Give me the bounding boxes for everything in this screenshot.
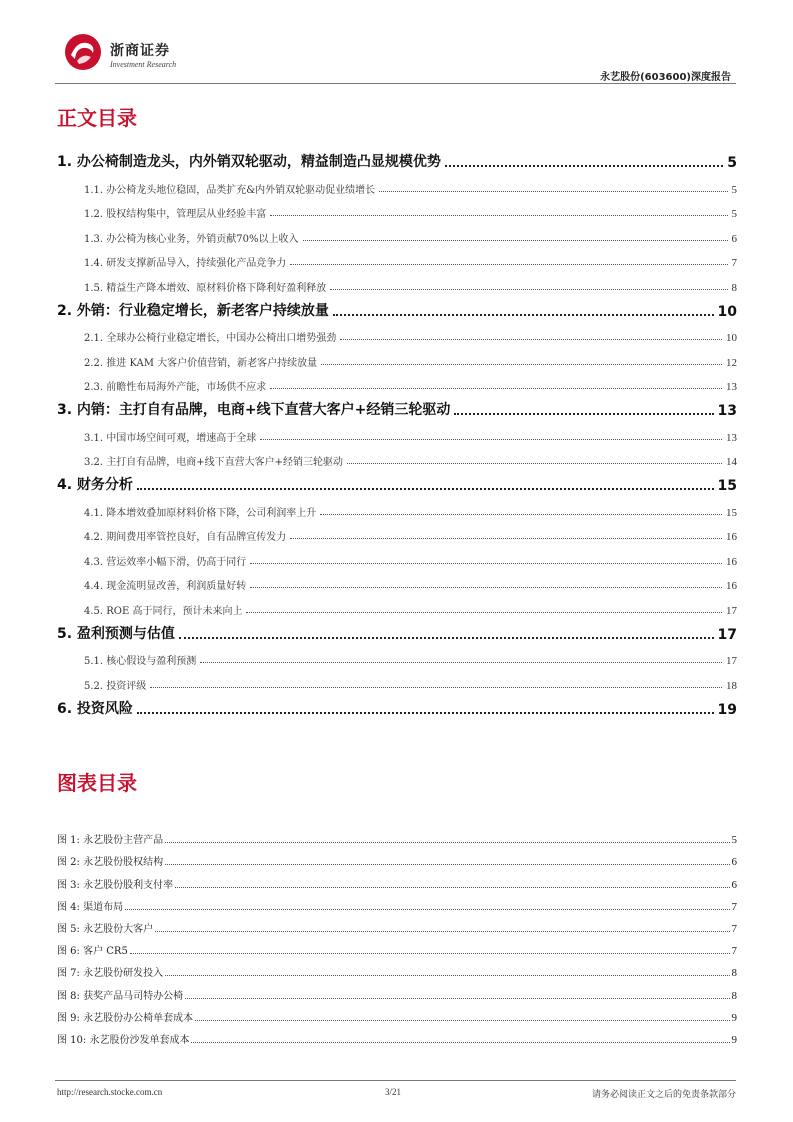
- toc-chapter-entry[interactable]: [57, 393, 737, 419]
- figure-list: [57, 824, 737, 1046]
- figure-list-entry[interactable]: [57, 935, 737, 957]
- figure-entry-label: 图 7: 永艺股份研发投入: [57, 968, 164, 980]
- dot-leader: [165, 864, 729, 865]
- figure-list-entry[interactable]: [57, 868, 737, 890]
- toc-section-entry[interactable]: [57, 667, 737, 692]
- dot-leader: [333, 313, 714, 316]
- zheshang-logo: [63, 33, 103, 71]
- toc-entry-label: 1.5. 精益生产降本增效、原材料价格下降利好盈利释放: [84, 279, 328, 294]
- toc-section-entry[interactable]: [57, 543, 737, 568]
- toc-entry-label: 2.2. 推进 KAM 大客户价值营销，新老客户持续放量: [84, 354, 319, 369]
- toc-entry-label: 1. 办公椅制造龙头，内外销双轮驱动，精益制造凸显规模优势: [57, 151, 443, 171]
- toc-entry-label: 1.1. 办公椅龙头地位稳固，品类扩充&内外销双轮驱动促业绩增长: [84, 181, 377, 196]
- toc-entry-page: 17: [717, 626, 737, 643]
- brand-english-name: Investment Research: [110, 60, 177, 69]
- dot-leader: [379, 190, 727, 192]
- toc-entry-page: 8: [731, 281, 737, 294]
- figure-entry-label: 图 1: 永艺股份主营产品: [57, 835, 164, 847]
- figure-list-entry[interactable]: [57, 913, 737, 935]
- dot-leader: [179, 636, 714, 639]
- toc-entry-page: 7: [731, 257, 737, 269]
- toc-entry-page: 10: [717, 303, 737, 320]
- dot-leader: [130, 953, 730, 954]
- toc-section-entry[interactable]: [57, 494, 737, 519]
- dot-leader: [270, 214, 727, 216]
- toc-section-entry[interactable]: [57, 320, 737, 345]
- toc-entry-label: 4.4. 现金流明显改善，利润质量好转: [84, 577, 248, 592]
- figure-entry-label: 图 10: 永艺股份沙发单套成本: [57, 1034, 190, 1046]
- toc-section-entry[interactable]: [57, 419, 737, 444]
- toc-entry-page: 5: [731, 183, 737, 196]
- toc-entry-label: 1.4. 研发支撑新品导入，持续强化产品竞争力: [84, 254, 288, 269]
- dot-leader: [137, 487, 714, 490]
- dot-leader: [330, 288, 727, 290]
- brand-name: 浙商证券: [110, 43, 170, 59]
- toc-chapter-entry[interactable]: [57, 145, 737, 171]
- toc-section-entry[interactable]: [57, 519, 737, 544]
- toc-section-entry[interactable]: [57, 220, 737, 245]
- footer-disclaimer: 请务必阅读正文之后的免责条款部分: [591, 1090, 736, 1100]
- toc-entry-page: 5: [727, 155, 737, 171]
- figure-entry-label: 图 8: 获奖产品马司特办公椅: [57, 990, 184, 1002]
- dot-leader: [250, 562, 722, 564]
- toc-entry-page: 10: [726, 332, 737, 344]
- toc-entry-page: 16: [726, 555, 737, 568]
- figure-list-entry[interactable]: [57, 1024, 737, 1046]
- toc-entry-page: 13: [726, 381, 737, 393]
- toc-chapter-entry[interactable]: [57, 617, 737, 643]
- toc-entry-label: 3. 内销：主打自有品牌，电商+线下直营大客户+经销三轮驱动: [57, 399, 452, 419]
- dot-leader: [290, 263, 727, 265]
- dot-leader: [303, 239, 728, 241]
- toc-entry-label: 4.1. 降本增效叠加原材料价格下降，公司利润率上升: [84, 504, 318, 519]
- toc-chapter-entry[interactable]: [57, 692, 737, 718]
- toc-section-entry[interactable]: [57, 444, 737, 469]
- toc-entry-page: 13: [717, 403, 737, 419]
- toc-entry-label: 2.3. 前瞻性布局海外产能，市场供不应求: [84, 378, 268, 393]
- dot-leader: [445, 164, 723, 167]
- toc-entry-page: 15: [717, 478, 737, 494]
- toc-section-entry[interactable]: [57, 344, 737, 369]
- toc-section-entry[interactable]: [57, 171, 737, 196]
- toc-entry-label: 3.2. 主打自有品牌，电商+线下直营大客户+经销三轮驱动: [84, 453, 345, 468]
- toc-entry-label: 5. 盈利预测与估值: [57, 623, 177, 643]
- toc-entry-page: 17: [726, 604, 737, 617]
- toc-entry-page: 6: [731, 232, 737, 245]
- toc-entry-page: 13: [726, 431, 737, 444]
- dot-leader: [165, 975, 729, 976]
- figure-entry-label: 图 3: 永艺股份股利支付率: [57, 879, 174, 891]
- dot-leader: [175, 887, 729, 888]
- dot-leader: [155, 931, 729, 932]
- dot-leader: [195, 1020, 729, 1021]
- dot-leader: [185, 998, 729, 999]
- toc-entry-page: 12: [726, 356, 737, 369]
- toc-heading: 正文目录: [57, 106, 137, 130]
- toc-chapter-entry[interactable]: [57, 294, 737, 320]
- figure-list-entry[interactable]: [57, 1002, 737, 1024]
- figure-list-entry[interactable]: [57, 957, 737, 979]
- toc-entry-label: 3.1. 中国市场空间可观，增速高于全球: [84, 429, 258, 444]
- dot-leader: [246, 611, 722, 613]
- toc-entry-page: 17: [726, 655, 737, 667]
- footer-url[interactable]: http://research.stocke.com.cn: [57, 1087, 163, 1097]
- toc-section-entry[interactable]: [57, 643, 737, 668]
- figure-entry-page: 6: [731, 856, 737, 869]
- figure-entry-page: 6: [731, 878, 737, 891]
- dot-leader: [250, 586, 722, 588]
- dot-leader: [454, 412, 713, 415]
- toc-entry-page: 5: [731, 208, 737, 220]
- toc-section-entry[interactable]: [57, 269, 737, 294]
- toc-entry-label: 1.3. 办公椅为核心业务，外销贡献70%以上收入: [84, 230, 301, 245]
- toc-entry-page: 19: [717, 701, 737, 718]
- toc-entry-page: 15: [726, 506, 737, 519]
- page-number: 3/21: [385, 1087, 402, 1097]
- figure-entry-page: 5: [731, 834, 737, 847]
- dot-leader: [165, 842, 729, 843]
- toc-entry-label: 4.5. ROE 高于同行，预计未来向上: [84, 602, 244, 617]
- figure-list-entry[interactable]: [57, 846, 737, 868]
- figure-entry-page: 7: [731, 945, 737, 958]
- figure-list-entry[interactable]: [57, 824, 737, 846]
- dot-leader: [320, 513, 722, 515]
- footer-divider: [55, 1080, 736, 1081]
- toc-entry-label: 4.3. 营运效率小幅下滑，仍高于同行: [84, 553, 248, 568]
- toc-section-entry[interactable]: [57, 369, 737, 394]
- figure-entry-page: 7: [731, 900, 737, 913]
- figure-entry-label: 图 6: 客户 CR5: [57, 946, 128, 958]
- figure-list-entry[interactable]: [57, 891, 737, 913]
- dot-leader: [340, 338, 722, 340]
- toc-entry-label: 2.1. 全球办公椅行业稳定增长，中国办公椅出口增势强劲: [84, 329, 338, 344]
- dot-leader: [270, 387, 722, 389]
- toc-section-entry[interactable]: [57, 196, 737, 221]
- figure-entry-label: 图 4: 渠道布局: [57, 901, 124, 913]
- toc-entry-label: 4.2. 期间费用率管控良好，自有品牌宣传发力: [84, 528, 288, 543]
- dot-leader: [125, 909, 729, 910]
- dot-leader: [137, 711, 714, 714]
- dot-leader: [321, 363, 722, 365]
- toc-entry-page: 16: [726, 531, 737, 543]
- toc-entry-label: 1.2. 股权结构集中，管理层从业经验丰富: [84, 205, 268, 220]
- toc-entry-label: 5.1. 核心假设与盈利预测: [84, 652, 198, 667]
- figure-entry-label: 图 9: 永艺股份办公椅单套成本: [57, 1012, 194, 1024]
- toc-chapter-entry[interactable]: [57, 468, 737, 494]
- table-of-contents: [57, 145, 737, 718]
- dot-leader: [347, 462, 722, 464]
- figure-list-heading: 图表目录: [57, 771, 137, 795]
- dot-leader: [200, 661, 722, 663]
- figure-entry-page: 8: [731, 989, 737, 1002]
- toc-entry-label: 2. 外销：行业稳定增长，新老客户持续放量: [57, 300, 331, 320]
- figure-entry-page: 9: [731, 1033, 737, 1046]
- toc-entry-page: 14: [726, 456, 737, 468]
- header-divider: [55, 83, 736, 84]
- toc-entry-page: 18: [726, 679, 737, 692]
- dot-leader: [150, 686, 722, 688]
- toc-section-entry[interactable]: [57, 592, 737, 617]
- figure-entry-page: 8: [731, 967, 737, 980]
- report-title: 永艺股份(603600)深度报告: [600, 72, 731, 83]
- figure-entry-label: 图 2: 永艺股份股权结构: [57, 857, 164, 869]
- toc-entry-label: 4. 财务分析: [57, 474, 135, 494]
- dot-leader: [191, 1042, 729, 1043]
- dot-leader: [290, 537, 722, 539]
- toc-entry-label: 5.2. 投资评级: [84, 677, 148, 692]
- figure-entry-page: 7: [731, 922, 737, 935]
- toc-entry-page: 16: [726, 580, 737, 592]
- toc-section-entry[interactable]: [57, 568, 737, 593]
- toc-entry-label: 6. 投资风险: [57, 698, 135, 718]
- figure-entry-page: 9: [731, 1011, 737, 1024]
- figure-list-entry[interactable]: [57, 979, 737, 1001]
- dot-leader: [260, 438, 722, 440]
- toc-section-entry[interactable]: [57, 245, 737, 270]
- figure-entry-label: 图 5: 永艺股份大客户: [57, 923, 154, 935]
